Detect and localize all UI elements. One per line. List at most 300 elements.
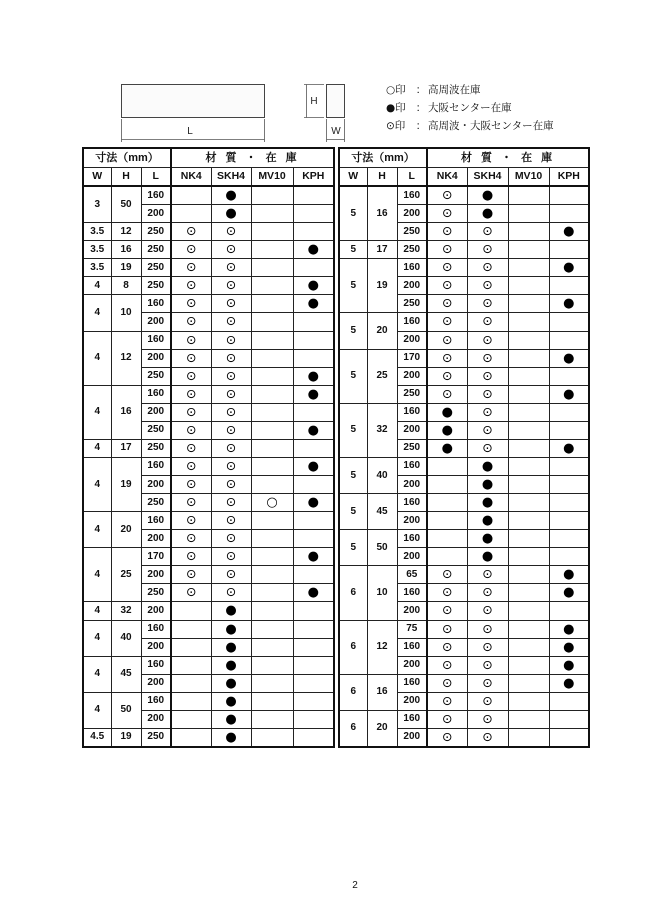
cell-mv10 [251, 277, 293, 295]
cell-kph [293, 205, 334, 223]
dotted-circle-mark: ⊙ [482, 403, 493, 419]
cell-h: 12 [367, 620, 397, 674]
cell-kph [549, 205, 589, 223]
table-row [83, 512, 334, 530]
cell-skh4 [211, 205, 251, 223]
cell-h: 8 [111, 277, 141, 295]
table-row [83, 277, 334, 295]
cell-w: 4.5 [83, 728, 111, 747]
table-row [339, 530, 589, 548]
cell-kph [549, 367, 589, 385]
dotted-circle-mark: ⊙ [186, 548, 197, 564]
cell-w: 6 [339, 620, 367, 674]
filled-circle-mark: ● [563, 621, 575, 637]
cell-l: 160 [397, 457, 427, 475]
legend-description: 大阪センター在庫 [428, 102, 512, 114]
cell-mv10 [508, 205, 549, 223]
filled-circle-mark: ● [563, 224, 575, 240]
cell-nk4 [427, 584, 467, 602]
cell-skh4 [467, 530, 508, 548]
cell-l: 160 [397, 494, 427, 512]
filled-circle-mark: ● [481, 495, 494, 511]
cell-h: 19 [367, 259, 397, 313]
dotted-circle-mark: ⊙ [442, 656, 453, 672]
dotted-circle-mark: ⊙ [482, 421, 493, 437]
column-header-skh4: SKH4 [211, 168, 251, 187]
cell-h: 32 [111, 602, 141, 620]
height-label: H [310, 96, 318, 107]
dotted-circle-mark: ⊙ [482, 692, 493, 708]
cell-l: 160 [141, 457, 171, 475]
cell-nk4 [171, 710, 211, 728]
cell-nk4 [427, 223, 467, 241]
filled-circle-mark: ● [307, 242, 319, 258]
filled-circle-mark: ● [563, 675, 575, 691]
cell-mv10 [508, 421, 549, 439]
cell-nk4 [427, 349, 467, 367]
table-row [339, 186, 589, 205]
filled-circle-mark: ● [307, 495, 319, 511]
legend-separator: ： [415, 120, 427, 132]
cell-l: 160 [397, 259, 427, 277]
cell-mv10 [251, 367, 293, 385]
cell-w: 4 [83, 692, 111, 728]
cell-l: 200 [141, 476, 171, 494]
cell-l: 200 [141, 566, 171, 584]
header-row-groups [339, 148, 589, 168]
cell-kph [293, 656, 334, 674]
cell-l: 160 [397, 530, 427, 548]
dotted-circle-mark: ⊙ [442, 313, 453, 329]
cell-nk4 [427, 674, 467, 692]
table-row [339, 457, 589, 475]
cell-kph [293, 512, 334, 530]
cell-l: 250 [397, 223, 427, 241]
dotted-circle-mark: ⊙ [186, 349, 197, 365]
cell-l: 200 [141, 205, 171, 223]
table-header [339, 148, 589, 186]
cell-w: 4 [83, 602, 111, 620]
cell-nk4 [171, 349, 211, 367]
column-header-mv10: MV10 [508, 168, 549, 187]
cell-h: 19 [111, 728, 141, 747]
page-number: 2 [352, 880, 358, 891]
filled-circle-mark: ● [481, 458, 494, 474]
cell-mv10 [508, 728, 549, 747]
cell-mv10 [508, 385, 549, 403]
cell-h: 19 [111, 259, 141, 277]
cell-l: 200 [397, 512, 427, 530]
cell-nk4 [427, 439, 467, 457]
cell-l: 200 [141, 313, 171, 331]
cell-nk4 [427, 620, 467, 638]
dotted-circle-mark: ⊙ [482, 620, 493, 636]
dotted-circle-mark: ⊙ [482, 331, 493, 347]
cell-skh4 [211, 674, 251, 692]
cell-l: 160 [141, 692, 171, 710]
cell-h: 50 [111, 692, 141, 728]
cell-skh4 [467, 385, 508, 403]
cell-nk4 [171, 331, 211, 349]
cell-mv10 [251, 584, 293, 602]
dotted-circle-mark: ⊙ [442, 728, 453, 744]
cell-kph [549, 259, 589, 277]
cell-nk4 [427, 259, 467, 277]
table-row [83, 602, 334, 620]
dotted-circle-mark: ⊙ [186, 566, 197, 582]
cell-skh4 [211, 656, 251, 674]
cell-mv10 [251, 674, 293, 692]
cell-l: 170 [397, 349, 427, 367]
cell-mv10 [508, 692, 549, 710]
cell-skh4 [467, 403, 508, 421]
dotted-circle-mark: ⊙ [482, 223, 493, 239]
dotted-circle-mark: ⊙ [442, 674, 453, 690]
dotted-circle-mark: ⊙ [442, 205, 453, 221]
dotted-circle-mark: ⊙ [442, 620, 453, 636]
cell-h: 50 [111, 186, 141, 223]
dotted-circle-mark: ⊙ [186, 313, 197, 329]
length-label: L [187, 126, 193, 137]
cell-kph [293, 674, 334, 692]
cell-nk4 [171, 313, 211, 331]
cell-mv10 [251, 186, 293, 205]
cell-nk4 [171, 728, 211, 747]
cell-skh4 [467, 259, 508, 277]
dotted-circle-mark: ⊙ [186, 494, 197, 510]
cell-kph [549, 476, 589, 494]
dotted-circle-mark: ⊙ [442, 241, 453, 257]
cell-w: 5 [339, 313, 367, 349]
column-header-kph: KPH [549, 168, 589, 187]
dotted-circle-mark: ⊙ [442, 710, 453, 726]
table-row [83, 692, 334, 710]
cell-mv10 [251, 241, 293, 259]
dotted-circle-mark: ⊙ [442, 187, 453, 203]
cell-kph [293, 584, 334, 602]
filled-circle-mark: ● [481, 513, 494, 529]
cell-mv10 [251, 548, 293, 566]
cell-skh4 [467, 295, 508, 313]
cell-w: 5 [339, 403, 367, 457]
cell-skh4 [467, 205, 508, 223]
filled-circle-mark: ● [481, 531, 494, 547]
table-row [83, 728, 334, 747]
cell-kph [549, 692, 589, 710]
cell-nk4 [171, 548, 211, 566]
dotted-circle-mark: ⊙ [186, 295, 197, 311]
cell-w: 5 [339, 457, 367, 493]
filled-circle-mark: ● [563, 657, 575, 673]
filled-circle-mark: ● [225, 657, 237, 673]
cell-h: 19 [111, 457, 141, 511]
dotted-circle-mark: ⊙ [482, 602, 493, 618]
cell-nk4 [427, 602, 467, 620]
cell-l: 160 [141, 656, 171, 674]
cell-kph [549, 277, 589, 295]
cell-mv10 [508, 584, 549, 602]
cell-h: 16 [367, 186, 397, 241]
cell-w: 3.5 [83, 259, 111, 277]
cell-nk4 [171, 494, 211, 512]
cell-mv10 [508, 710, 549, 728]
cell-mv10 [251, 602, 293, 620]
cell-nk4 [427, 313, 467, 331]
cell-l: 250 [141, 494, 171, 512]
cell-mv10 [508, 259, 549, 277]
table-row [339, 403, 589, 421]
dotted-circle-mark: ⊙ [225, 223, 237, 239]
cell-mv10 [508, 476, 549, 494]
cell-skh4 [211, 457, 251, 475]
filled-circle-mark: ● [563, 567, 575, 583]
cell-skh4 [211, 186, 251, 205]
column-header-skh4: SKH4 [467, 168, 508, 187]
table-row [339, 620, 589, 638]
cell-l: 160 [397, 674, 427, 692]
cell-l: 200 [397, 656, 427, 674]
cell-l: 200 [397, 476, 427, 494]
cell-nk4 [427, 728, 467, 747]
cell-kph [549, 186, 589, 205]
column-header-h: H [111, 168, 141, 187]
cell-l: 160 [397, 403, 427, 421]
cell-kph [549, 349, 589, 367]
cell-nk4 [171, 186, 211, 205]
cell-skh4 [211, 277, 251, 295]
cell-kph [293, 494, 334, 512]
filled-circle-mark: ● [481, 188, 494, 204]
cell-kph [293, 548, 334, 566]
cell-kph [293, 223, 334, 241]
cell-w: 4 [83, 548, 111, 602]
cell-kph [293, 476, 334, 494]
cell-mv10 [251, 530, 293, 548]
cell-l: 200 [141, 530, 171, 548]
table-row [339, 494, 589, 512]
cell-mv10 [508, 349, 549, 367]
cell-mv10 [251, 259, 293, 277]
cell-l: 250 [397, 385, 427, 403]
cell-skh4 [211, 620, 251, 638]
dotted-circle-mark: ⊙ [482, 728, 493, 744]
column-header-l: L [141, 168, 171, 187]
cell-nk4 [171, 403, 211, 421]
cell-nk4 [171, 421, 211, 439]
cell-nk4 [427, 512, 467, 530]
cell-kph [549, 602, 589, 620]
cell-l: 200 [397, 277, 427, 295]
cell-nk4 [427, 403, 467, 421]
dotted-circle-mark: ⊙ [442, 385, 453, 401]
cell-kph [293, 331, 334, 349]
cell-skh4 [467, 223, 508, 241]
cell-kph [549, 313, 589, 331]
cell-mv10 [251, 494, 293, 512]
cell-kph [293, 295, 334, 313]
filled-circle-mark: ● [307, 368, 319, 384]
cell-nk4 [427, 277, 467, 295]
cell-skh4 [211, 476, 251, 494]
dotted-circle-mark: ⊙ [186, 385, 197, 401]
filled-circle-mark: ● [307, 386, 319, 402]
cell-skh4 [467, 277, 508, 295]
cell-w: 4 [83, 439, 111, 457]
cell-l: 160 [397, 313, 427, 331]
cell-mv10 [508, 548, 549, 566]
cell-nk4 [427, 367, 467, 385]
cell-skh4 [467, 620, 508, 638]
cell-mv10 [508, 530, 549, 548]
cell-skh4 [211, 385, 251, 403]
cell-nk4 [171, 566, 211, 584]
cell-kph [549, 241, 589, 259]
cell-h: 45 [111, 656, 141, 692]
cell-skh4 [467, 584, 508, 602]
cell-mv10 [508, 674, 549, 692]
cell-w: 4 [83, 457, 111, 511]
cell-mv10 [508, 295, 549, 313]
table-row [339, 313, 589, 331]
cell-nk4 [427, 241, 467, 259]
dotted-circle-mark: ⊙ [186, 584, 197, 600]
cell-mv10 [251, 223, 293, 241]
dotted-circle-mark: ⊙ [225, 277, 237, 293]
cell-kph [293, 692, 334, 710]
dotted-circle-mark: ⊙ [482, 349, 493, 365]
cell-l: 200 [141, 710, 171, 728]
legend-item-osaka-center-stock [386, 99, 554, 117]
cell-mv10 [251, 439, 293, 457]
legend-symbol: ○印 [386, 84, 406, 96]
cell-skh4 [467, 674, 508, 692]
cell-nk4 [171, 241, 211, 259]
filled-circle-mark: ● [307, 422, 319, 438]
cell-nk4 [171, 692, 211, 710]
cell-nk4 [171, 656, 211, 674]
tool-bit-section-outline [327, 85, 345, 118]
cell-mv10 [508, 186, 549, 205]
cell-skh4 [211, 403, 251, 421]
cell-mv10 [508, 494, 549, 512]
cell-l: 200 [397, 367, 427, 385]
cell-nk4 [171, 385, 211, 403]
cell-skh4 [211, 494, 251, 512]
cell-skh4 [211, 331, 251, 349]
cell-l: 250 [397, 439, 427, 457]
dotted-circle-mark: ⊙ [225, 548, 237, 564]
cell-mv10 [251, 457, 293, 475]
cell-l: 160 [141, 620, 171, 638]
filled-circle-mark: ● [307, 296, 319, 312]
cell-kph [293, 638, 334, 656]
dotted-circle-mark: ⊙ [482, 439, 493, 455]
cell-w: 5 [339, 259, 367, 313]
filled-circle-mark: ● [441, 404, 453, 420]
cell-l: 250 [141, 728, 171, 747]
cell-skh4 [211, 439, 251, 457]
cell-skh4 [467, 313, 508, 331]
cell-h: 17 [111, 439, 141, 457]
dotted-circle-mark: ⊙ [442, 638, 453, 654]
cell-kph [549, 421, 589, 439]
cell-skh4 [467, 710, 508, 728]
filled-circle-mark: ● [307, 549, 319, 565]
cell-w: 5 [339, 494, 367, 530]
cell-kph [549, 566, 589, 584]
cell-w: 6 [339, 710, 367, 747]
cell-w: 4 [83, 295, 111, 331]
cell-l: 250 [397, 295, 427, 313]
cell-nk4 [171, 530, 211, 548]
cell-kph [293, 439, 334, 457]
filled-circle-mark: ● [225, 188, 237, 204]
cell-skh4 [211, 584, 251, 602]
cell-h: 16 [111, 385, 141, 439]
cell-mv10 [251, 295, 293, 313]
cell-kph [293, 602, 334, 620]
cell-skh4 [467, 349, 508, 367]
cell-skh4 [467, 241, 508, 259]
table-body [339, 186, 589, 747]
column-header-w: W [339, 168, 367, 187]
column-header-mv10: MV10 [251, 168, 293, 187]
cell-l: 200 [141, 403, 171, 421]
dotted-circle-mark: ⊙ [225, 457, 237, 473]
dotted-circle-mark: ⊙ [442, 295, 453, 311]
legend-description: 高周波在庫 [428, 84, 481, 96]
filled-circle-mark: ● [563, 260, 575, 276]
cell-skh4 [211, 638, 251, 656]
cell-mv10 [508, 403, 549, 421]
cell-mv10 [508, 457, 549, 475]
filled-circle-mark: ● [563, 639, 575, 655]
dotted-circle-mark: ⊙ [225, 566, 237, 582]
header-row-groups [83, 148, 334, 168]
cell-l: 250 [141, 259, 171, 277]
dotted-circle-mark: ⊙ [442, 331, 453, 347]
cell-mv10 [508, 331, 549, 349]
cell-nk4 [171, 295, 211, 313]
cell-kph [549, 223, 589, 241]
cell-mv10 [508, 566, 549, 584]
cell-h: 20 [111, 512, 141, 548]
legend [386, 81, 554, 135]
dotted-circle-mark: ⊙ [225, 241, 237, 257]
cell-l: 75 [397, 620, 427, 638]
filled-circle-mark: ● [225, 711, 237, 727]
dotted-circle-mark: ⊙ [186, 421, 197, 437]
cell-l: 160 [141, 295, 171, 313]
filled-circle-mark: ● [225, 206, 237, 222]
table-row [83, 656, 334, 674]
cell-nk4 [427, 656, 467, 674]
cell-nk4 [427, 530, 467, 548]
cell-l: 160 [397, 186, 427, 205]
header-dimensions: 寸法（mm） [83, 148, 171, 168]
cell-h: 32 [367, 403, 397, 457]
dotted-circle-mark: ⊙ [225, 512, 237, 528]
cell-mv10 [251, 566, 293, 584]
table-row [339, 710, 589, 728]
dotted-circle-mark: ⊙ [186, 331, 197, 347]
cell-nk4 [427, 186, 467, 205]
legend-item-both-stock [386, 117, 554, 135]
dotted-circle-mark: ⊙ [186, 457, 197, 473]
cell-l: 250 [141, 367, 171, 385]
cell-kph [549, 656, 589, 674]
filled-circle-mark: ● [225, 693, 237, 709]
